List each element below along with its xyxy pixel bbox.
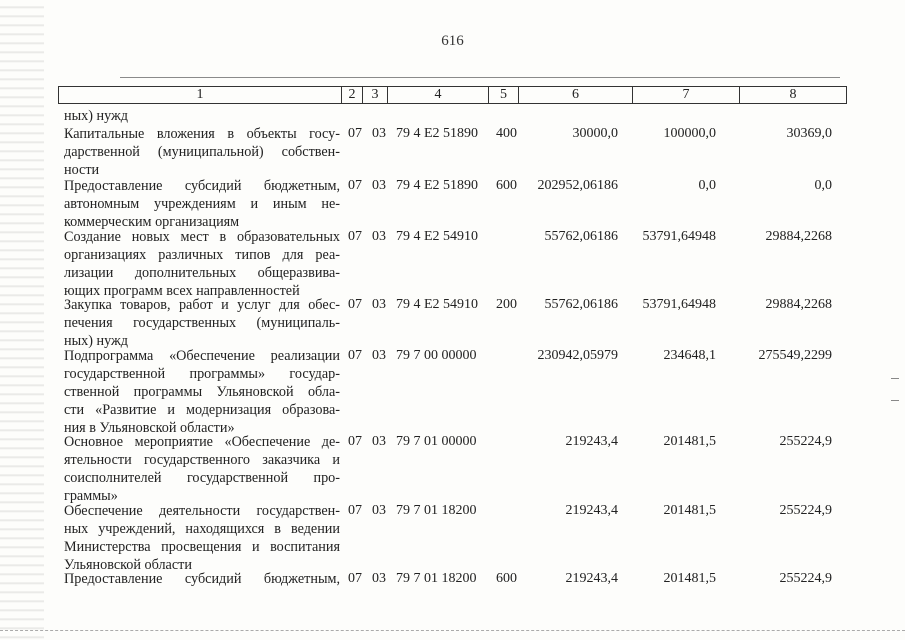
cell-c7: 201481,5 [663, 434, 716, 449]
header-col-7: 7 [633, 87, 740, 103]
description-line: Обеспечение деятельности государствен- [64, 503, 340, 519]
cell-c2: 07 [348, 503, 362, 518]
cell-c2: 07 [348, 434, 362, 449]
description-line: организациях различных типов для реа- [64, 247, 340, 263]
cell-c4: 79 4 E2 54910 [396, 297, 479, 312]
row-description [64, 347, 340, 437]
cell-c2: 07 [348, 348, 362, 363]
cell-c2: 07 [348, 178, 362, 193]
cell-c2: 07 [348, 126, 362, 141]
cell-c5: 400 [496, 126, 517, 141]
description-line: сти «Развитие и модернизация образова- [64, 402, 340, 418]
row-description [64, 296, 340, 350]
row-description [64, 228, 340, 300]
top-rule [120, 77, 840, 78]
cell-c3: 03 [372, 571, 386, 586]
description-line: ственной программы Ульяновской обла- [64, 384, 340, 400]
cell-c4: 79 7 01 18200 [396, 503, 477, 518]
row-description [64, 107, 340, 125]
description-line: граммы» [64, 488, 118, 504]
description-line: Основное мероприятие «Обеспечение де- [64, 434, 340, 450]
row-description [64, 502, 340, 574]
cell-c7: 234648,1 [663, 348, 716, 363]
header-col-4: 4 [388, 87, 489, 103]
description-line: дарственной (муниципальной) собствен- [64, 144, 340, 160]
description-line: Подпрограмма «Обеспечение реализации [64, 348, 340, 364]
cell-c7: 53791,64948 [642, 297, 716, 312]
cell-c2: 07 [348, 297, 362, 312]
cell-c3: 03 [372, 229, 386, 244]
description-line: ных учреждений, находящихся в ведении [64, 521, 340, 537]
bottom-rule [0, 630, 905, 631]
scan-edge-noise [0, 0, 44, 640]
cell-c6: 219243,4 [565, 503, 618, 518]
description-line: лизации дополнительных общеразвива- [64, 265, 340, 281]
cell-c6: 219243,4 [565, 434, 618, 449]
header-col-6: 6 [519, 87, 633, 103]
cell-c2: 07 [348, 571, 362, 586]
cell-c3: 03 [372, 348, 386, 363]
description-line: Ульяновской области [64, 557, 192, 573]
cell-c5: 600 [496, 571, 517, 586]
description-line: автономным учреждениям и иным не- [64, 196, 340, 212]
cell-c4: 79 4 E2 54910 [396, 229, 479, 244]
cell-c3: 03 [372, 503, 386, 518]
header-col-1: 1 [59, 87, 342, 103]
cell-c4: 79 7 01 00000 [396, 434, 477, 449]
cell-c3: 03 [372, 297, 386, 312]
row-description [64, 433, 340, 505]
header-col-5: 5 [489, 87, 519, 103]
cell-c3: 03 [372, 178, 386, 193]
cell-c7: 201481,5 [663, 571, 716, 586]
cell-c4: 79 7 01 18200 [396, 571, 477, 586]
table-header [58, 86, 847, 104]
cell-c5: 600 [496, 178, 517, 193]
cell-c8: 255224,9 [779, 571, 832, 586]
row-description [64, 570, 340, 588]
description-line: ятельности государственного заказчика и [64, 452, 340, 468]
cell-c4: 79 4 E2 51890 [396, 178, 479, 193]
header-col-3: 3 [363, 87, 388, 103]
description-line: ния в Ульяновской области» [64, 420, 235, 436]
cell-c7: 100000,0 [663, 126, 716, 141]
cell-c4: 79 7 00 00000 [396, 348, 477, 363]
cell-c8: 275549,2299 [758, 348, 832, 363]
margin-tick [891, 378, 899, 379]
row-description [64, 125, 340, 179]
cell-c8: 29884,2268 [765, 297, 832, 312]
description-line: коммерческим организациям [64, 214, 240, 230]
description-line: Закупка товаров, работ и услуг для обес- [64, 297, 340, 313]
row-description [64, 177, 340, 231]
cell-c4: 79 4 E2 51890 [396, 126, 479, 141]
description-line: Предоставление субсидий бюджетным, [64, 571, 340, 587]
description-line: ных) нужд [64, 108, 129, 124]
description-line: ности [64, 162, 100, 178]
cell-c7: 201481,5 [663, 503, 716, 518]
cell-c7: 53791,64948 [642, 229, 716, 244]
cell-c8: 255224,9 [779, 434, 832, 449]
cell-c6: 55762,06186 [544, 297, 618, 312]
cell-c2: 07 [348, 229, 362, 244]
description-line: печения государственных (муниципаль- [64, 315, 340, 331]
cell-c8: 30369,0 [786, 126, 832, 141]
description-line: ных) нужд [64, 333, 129, 349]
description-line: Капитальные вложения в объекты госу- [64, 126, 340, 142]
cell-c5: 200 [496, 297, 517, 312]
cell-c3: 03 [372, 434, 386, 449]
header-col-2: 2 [342, 87, 363, 103]
cell-c6: 202952,06186 [537, 178, 618, 193]
cell-c6: 219243,4 [565, 571, 618, 586]
cell-c6: 55762,06186 [544, 229, 618, 244]
description-line: Министерства просвещения и воспитания [64, 539, 340, 555]
header-col-8: 8 [789, 87, 797, 102]
cell-c8: 255224,9 [779, 503, 832, 518]
description-line: Создание новых мест в образовательных [64, 229, 340, 245]
description-line: Предоставление субсидий бюджетным, [64, 178, 340, 194]
cell-c8: 29884,2268 [765, 229, 832, 244]
cell-c8: 0,0 [814, 178, 832, 193]
description-line: ющих программ всех направленностей [64, 283, 300, 299]
cell-c6: 30000,0 [572, 126, 618, 141]
cell-c6: 230942,05979 [537, 348, 618, 363]
cell-c3: 03 [372, 126, 386, 141]
cell-c7: 0,0 [698, 178, 716, 193]
page-number: 616 [441, 33, 464, 49]
margin-tick [891, 400, 899, 401]
description-line: соисполнителей государственной про- [64, 470, 340, 486]
description-line: государственной программы» государ- [64, 366, 340, 382]
